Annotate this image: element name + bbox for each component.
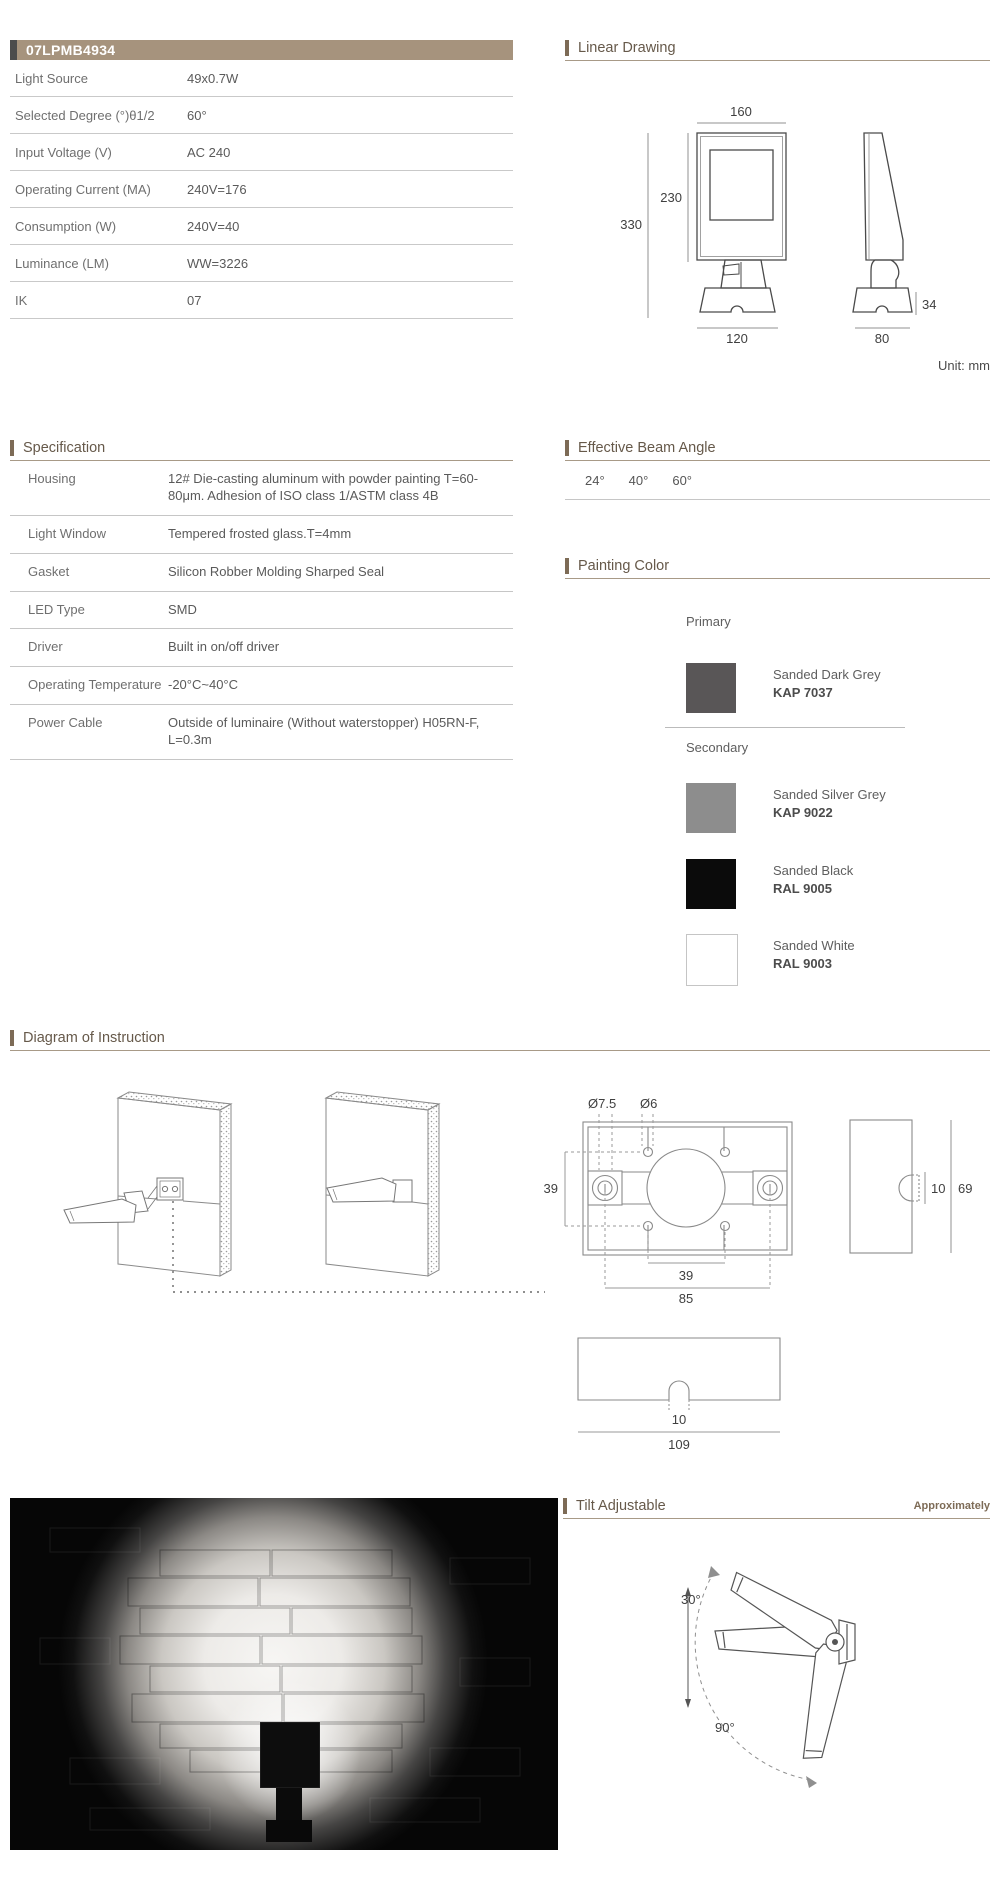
dim-inner-height: 230 xyxy=(660,190,682,205)
tilt-angle-down: 90° xyxy=(715,1720,735,1735)
tilt-note: Approximately xyxy=(913,1500,990,1512)
row-value: 12# Die-casting aluminum with powder painting T=60-80μm. Adhesion of ISO class 1/ASTM class 4B xyxy=(168,471,479,503)
row-label: Selected Degree (°)θ1/2 xyxy=(15,107,155,123)
row-label: Consumption (W) xyxy=(15,218,117,234)
swatch-code: KAP 7037 xyxy=(773,684,833,700)
row-value: SMD xyxy=(168,601,197,617)
section-header xyxy=(565,40,990,61)
spec-row xyxy=(10,705,513,760)
tilt-angle-up: 30° xyxy=(681,1592,701,1607)
row-value: AC 240 xyxy=(187,144,231,160)
dim-bottom-10: 10 xyxy=(671,1412,687,1427)
section-header xyxy=(565,440,990,461)
spec-row xyxy=(10,516,513,554)
row-value: Tempered frosted glass.T=4mm xyxy=(168,525,352,541)
section-title: Painting Color xyxy=(578,558,670,574)
swatch-label xyxy=(773,786,886,821)
beam-angle-value: 24° xyxy=(585,473,605,488)
row-label: Driver xyxy=(28,639,63,655)
beam-angle-section xyxy=(565,440,990,500)
dim-hole-large: Ø7.5 xyxy=(588,1096,617,1111)
row-label: IK xyxy=(15,292,28,308)
spec-row xyxy=(10,629,513,667)
table-row xyxy=(10,245,513,282)
table-row xyxy=(10,134,513,171)
dim-base-height: 34 xyxy=(922,297,937,312)
dim-base-front: 120 xyxy=(726,331,748,346)
swatch-label xyxy=(773,937,855,972)
dim-b85: 85 xyxy=(678,1291,694,1306)
row-value: 240V=176 xyxy=(187,181,247,197)
row-label: Light Source xyxy=(15,70,88,86)
product-header xyxy=(10,40,513,60)
section-title: Linear Drawing xyxy=(578,40,676,56)
color-swatch-black xyxy=(686,859,736,909)
section-marker-icon xyxy=(10,440,14,456)
section-title: Tilt Adjustable xyxy=(576,1498,666,1514)
color-swatch-dark-grey xyxy=(686,663,736,713)
dim-side-10: 10 xyxy=(931,1181,946,1196)
swatch-name: Sanded White xyxy=(773,938,855,953)
section-header xyxy=(10,440,513,461)
swatch-label xyxy=(773,862,853,897)
row-label: Gasket xyxy=(28,563,70,579)
beam-photo-texture xyxy=(10,1498,558,1850)
swatch-name: Sanded Black xyxy=(773,863,854,878)
section-title: Effective Beam Angle xyxy=(578,440,716,456)
row-value: Outside of luminaire (Without waterstopper) H05RN-F, L=0.3m xyxy=(168,715,480,748)
primary-heading: Primary xyxy=(686,614,731,629)
product-model: 07LPMB4934 xyxy=(26,42,116,58)
unit-note: Unit: mm xyxy=(938,358,990,373)
beam-angle-value: 40° xyxy=(628,473,649,488)
row-label: Light Window xyxy=(28,525,107,541)
table-row xyxy=(10,171,513,208)
header-accent-bar xyxy=(10,40,17,60)
divider xyxy=(665,727,905,728)
beam-angle-value: 60° xyxy=(672,473,693,488)
row-value: Silicon Robber Molding Sharped Seal xyxy=(168,563,385,579)
row-value: Built in on/off driver xyxy=(168,639,280,655)
row-value: 49x0.7W xyxy=(187,70,239,86)
product-info-table xyxy=(10,40,513,319)
instruction-section xyxy=(10,1030,990,1051)
table-row xyxy=(10,282,513,319)
row-value: WW=3226 xyxy=(187,255,249,271)
row-label: Housing xyxy=(28,471,76,486)
row-label: Operating Current (MA) xyxy=(15,181,151,197)
row-value: -20°C~40°C xyxy=(168,677,239,693)
dim-total-height: 330 xyxy=(620,217,642,232)
tilt-section xyxy=(563,1498,990,1519)
row-value: 60° xyxy=(187,107,207,123)
dim-width: 160 xyxy=(730,104,752,119)
tilt-figure xyxy=(563,1525,990,1865)
section-marker-icon xyxy=(565,558,569,574)
dim-hole-small: Ø6 xyxy=(640,1096,658,1111)
spec-row xyxy=(10,667,513,705)
spec-row xyxy=(10,592,513,630)
spec-row xyxy=(10,554,513,592)
table-row xyxy=(10,60,513,97)
section-marker-icon xyxy=(563,1498,567,1514)
spec-row xyxy=(10,461,513,516)
beam-angle-values xyxy=(565,461,990,500)
row-label: Power Cable xyxy=(28,715,103,731)
linear-drawing-figure xyxy=(565,62,990,362)
secondary-heading: Secondary xyxy=(686,740,749,755)
section-header xyxy=(565,558,990,579)
swatch-code: KAP 9022 xyxy=(773,804,833,820)
section-header xyxy=(563,1498,990,1519)
dim-base-side: 80 xyxy=(874,331,890,346)
color-swatch-silver-grey xyxy=(686,783,736,833)
section-title: Specification xyxy=(23,440,106,456)
section-title: Diagram of Instruction xyxy=(23,1030,165,1046)
row-label: LED Type xyxy=(28,601,85,617)
section-header xyxy=(10,1030,990,1051)
dim-b39: 39 xyxy=(678,1268,694,1283)
dim-bottom-109: 109 xyxy=(668,1437,690,1452)
row-value: 07 xyxy=(187,292,202,308)
table-row xyxy=(10,97,513,134)
swatch-code: RAL 9005 xyxy=(773,880,833,896)
swatch-code: RAL 9003 xyxy=(773,955,833,971)
row-label: Luminance (LM) xyxy=(15,255,109,271)
painting-color-section xyxy=(565,558,990,1008)
color-swatch-white xyxy=(686,934,738,986)
section-marker-icon xyxy=(565,40,569,56)
fixture-silhouette xyxy=(260,1722,320,1842)
row-label: Operating Temperature xyxy=(28,677,162,693)
section-marker-icon xyxy=(10,1030,14,1046)
specification-section xyxy=(10,440,513,760)
instruction-figure xyxy=(10,1060,990,1460)
swatch-name: Sanded Dark Grey xyxy=(773,667,881,682)
dim-side-69: 69 xyxy=(958,1181,973,1196)
dim-v39: 39 xyxy=(543,1181,558,1196)
row-label: Input Voltage (V) xyxy=(15,144,112,160)
beam-photo xyxy=(10,1498,558,1850)
section-marker-icon xyxy=(565,440,569,456)
linear-drawing-section xyxy=(565,40,990,385)
swatch-label xyxy=(773,666,881,701)
row-value: 240V=40 xyxy=(187,218,240,234)
table-row xyxy=(10,208,513,245)
swatch-name: Sanded Silver Grey xyxy=(773,787,886,802)
